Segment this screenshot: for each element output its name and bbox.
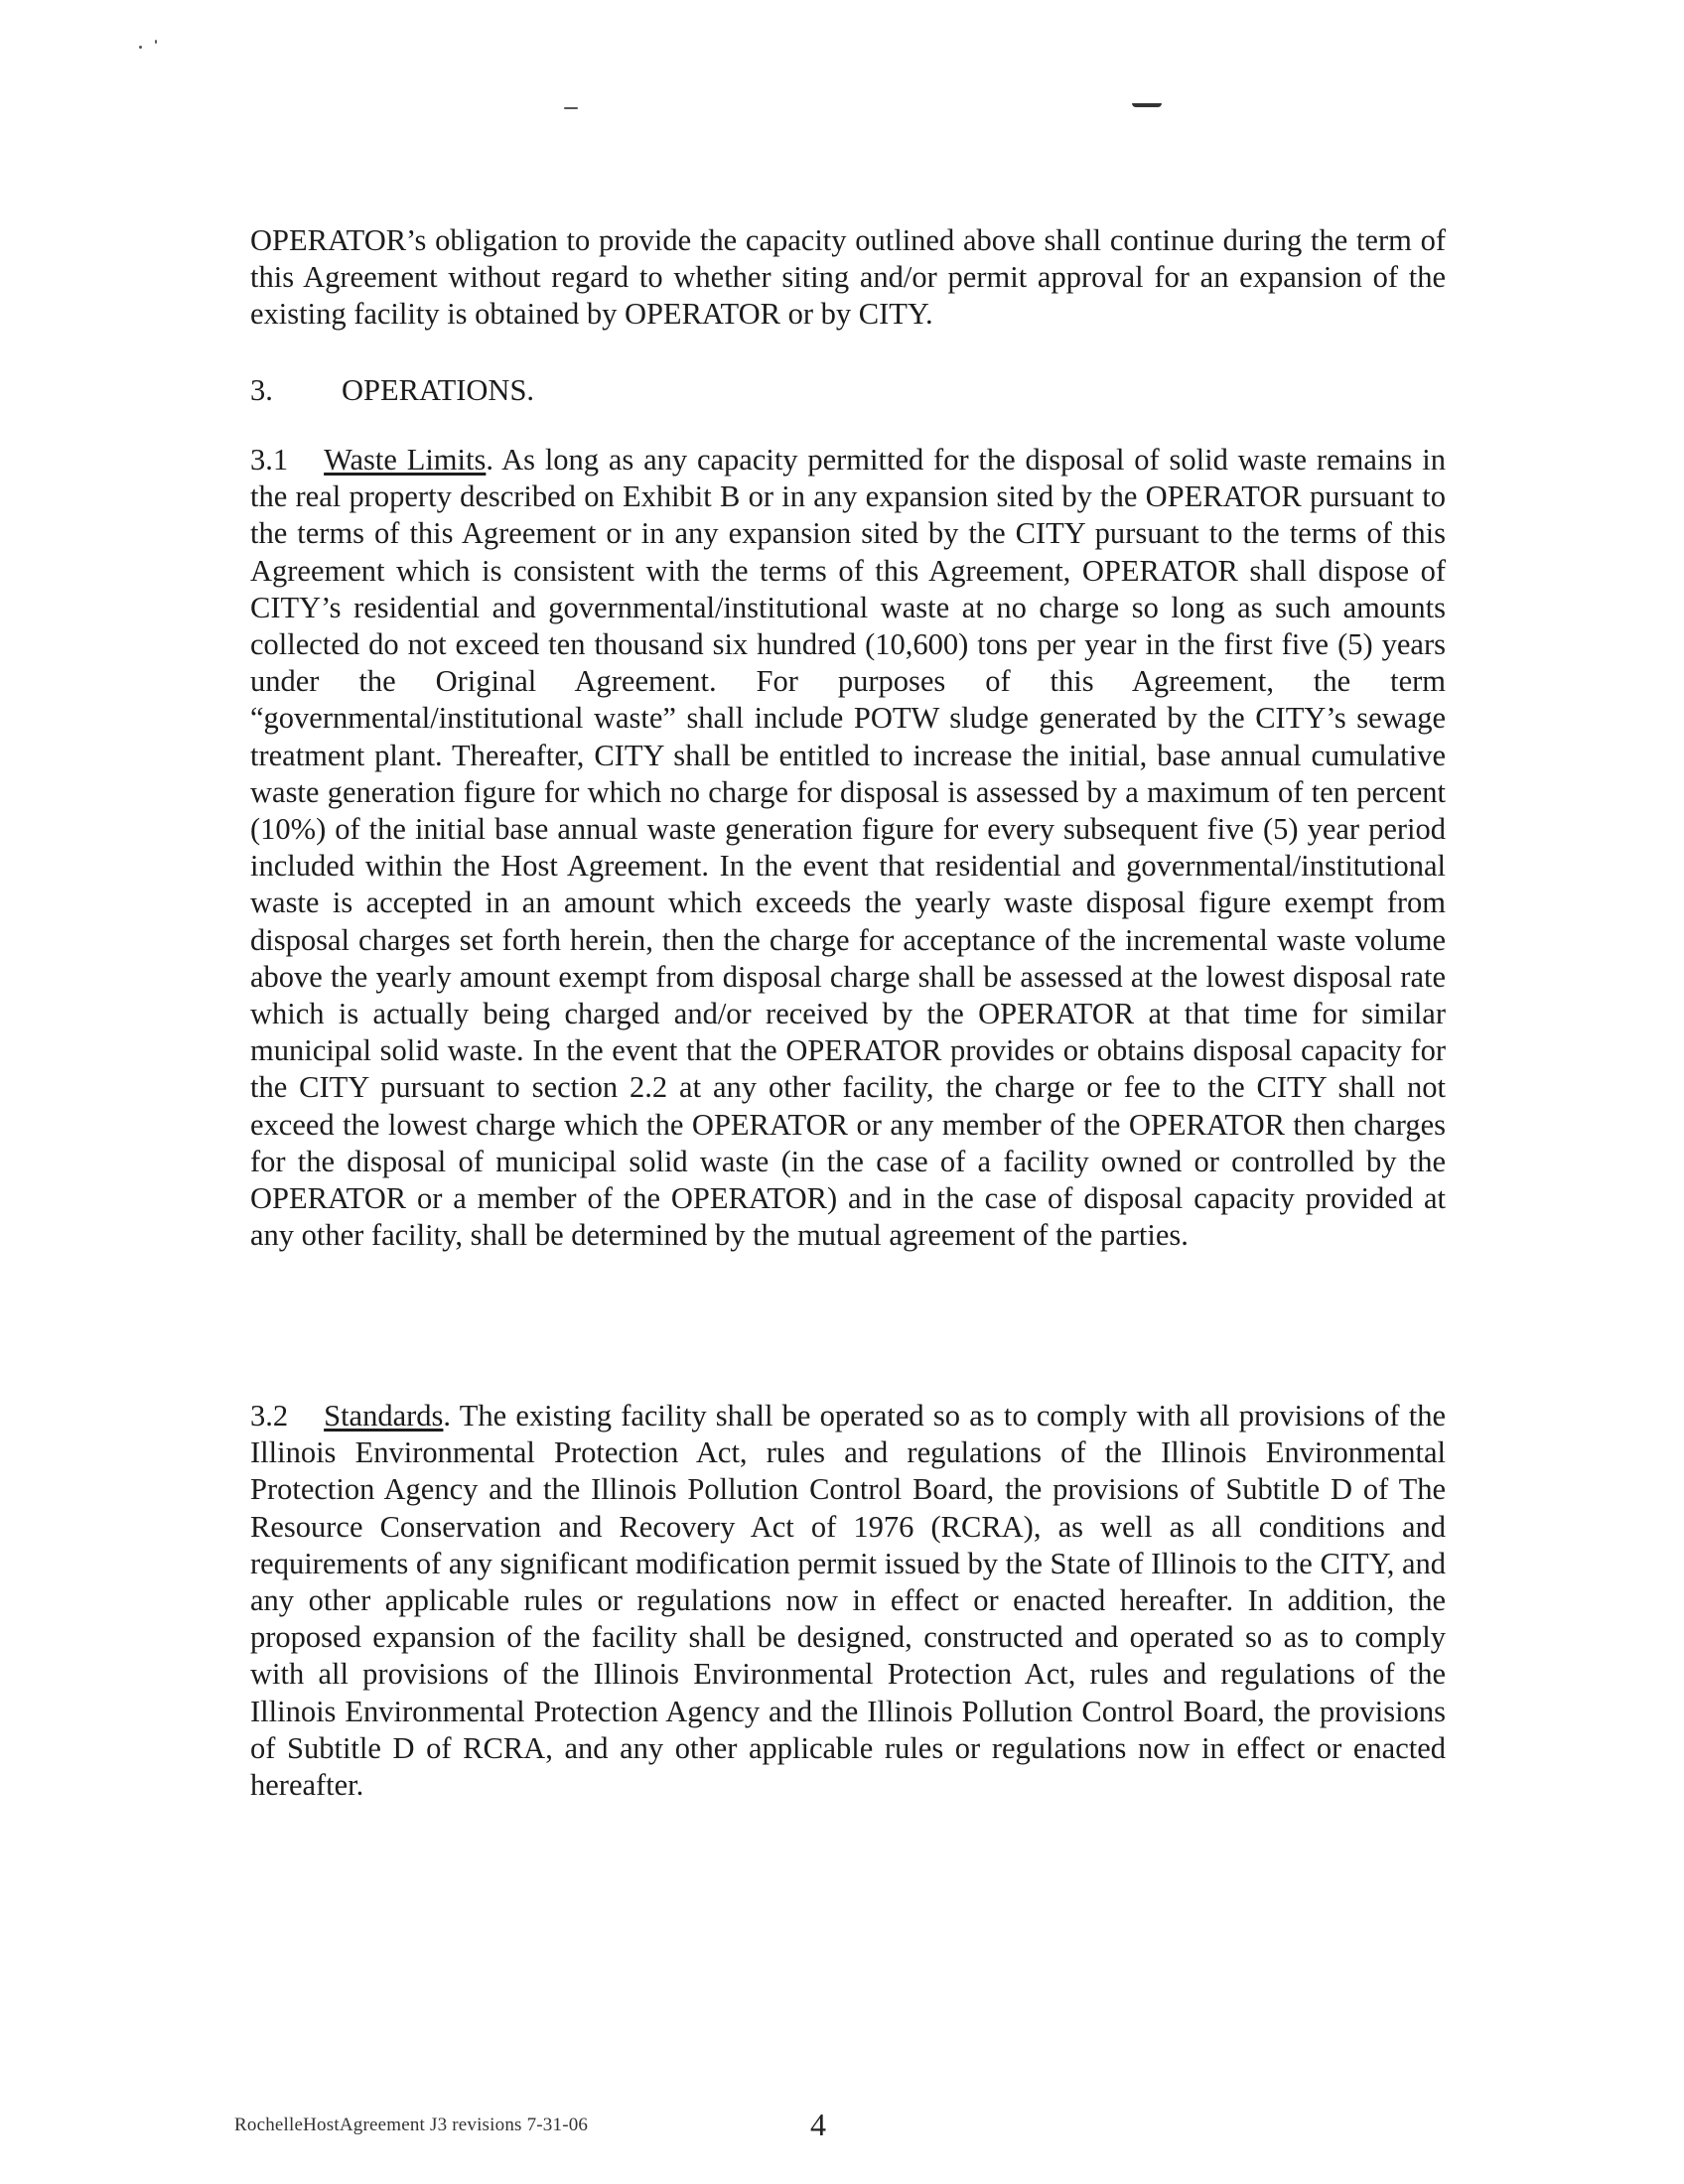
scan-artifact-speck	[139, 46, 142, 49]
section-title: Waste Limits	[324, 443, 487, 477]
section-number: 3.	[250, 373, 273, 407]
section-body: . As long as any capacity permitted for the disposal of solid waste remains in the real property described on Exhibit B or in any expansion sited by the OPERATOR pursuant to the terms of this Agreement or in any expansion sited by the CITY pursuant to the terms of this Agreement which is consistent with the terms of this Agreement, OPERATOR shall dispose of CITY’s residential and governmental/institutional waste at no charge so long as such amounts collected do not exceed ten thousand six hundred (10,600) tons per year in the first five (5) years under the Original Agreement. For purposes of this Agreement, the term “governmental/institutional waste” shall include POTW sludge generated by the CITY’s sewage treatment plant. Thereafter, CITY shall be entitled to increase the initial, base annual cumulative waste generation figure for which no charge for disposal is assessed by a maximum of ten percent (10%) of the initial base annual waste generation figure for every subsequent five (5) year period included within the Host Agreement. In the event that residential and governmental/institutional waste is accepted in an amount which exceeds the yearly waste disposal figure exempt from disposal charges set forth herein, then the charge for acceptance of the incremental waste volume above the yearly amount exempt from disposal charge shall be assessed at the lowest disposal rate which is actually being charged and/or received by the OPERATOR at that time for similar municipal solid waste. In the event that the OPERATOR provides or obtains disposal capacity for the CITY pursuant to section 2.2 at any other facility, the charge or fee to the CITY shall not exceed the lowest charge which the OPERATOR or any member of the OPERATOR then charges for the disposal of municipal solid waste (in the case of a facility owned or controlled by the OPERATOR or a member of the OPERATOR) and in the case of disposal capacity provided at any other facility, shall be determined by the mutual agreement of the parties.	[250, 443, 1446, 1253]
section-title: Standards	[324, 1399, 444, 1433]
scan-artifact-speck	[155, 40, 157, 44]
section-body: . The existing facility shall be operated so as to comply with all provisions of the Illinois Environmental Protection Act, rules and regulations of the Illinois Environmental Protection Agency and the Illinois Pollution Control Board, the provisions of Subtitle D of The Resource Conservation and Recovery Act of 1976 (RCRA), as well as all conditions and requirements of any significant modification permit issued by the State of Illinois to the CITY, and any other applicable rules or regulations now in effect or enacted hereafter. In addition, the proposed expansion of the facility shall be designed, constructed and operated so as to comply with all provisions of the Illinois Environmental Protection Act, rules and regulations of the Illinois Environmental Protection Agency and the Illinois Pollution Control Board, the provisions of Subtitle D of RCRA, and any other applicable rules or regulations now in effect or enacted hereafter.	[250, 1399, 1446, 1803]
section-heading-operations	[250, 372, 1446, 409]
section-number: 3.2	[250, 1399, 289, 1433]
footer-filename: RochelleHostAgreement J3 revisions 7-31-06	[234, 2115, 589, 2135]
page-number: 4	[810, 2107, 826, 2142]
section-title: OPERATIONS.	[342, 373, 535, 407]
section-3-1-waste-limits	[250, 442, 1446, 1254]
paragraph-operator-obligation: OPERATOR’s obligation to provide the capacity outlined above shall continue during the term of this Agreement without regard to whether siting and/or permit approval for an expansion of the existing facility is obtained by OPERATOR or by CITY.	[250, 223, 1446, 332]
section-number: 3.1	[250, 443, 289, 477]
scan-artifact-mark	[1132, 103, 1162, 107]
scan-artifact-mark	[564, 107, 578, 109]
section-3-2-standards	[250, 1398, 1446, 1804]
